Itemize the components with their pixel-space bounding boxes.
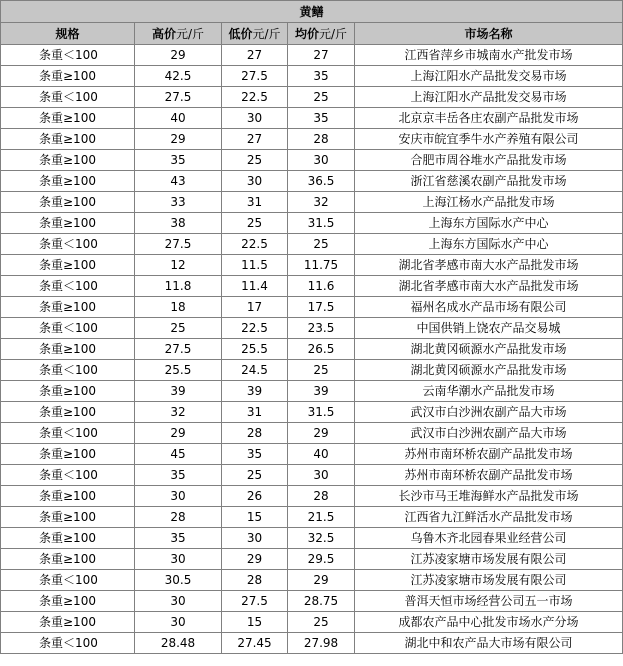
low-price-cell: 27.5: [222, 591, 288, 612]
table-row: [1, 45, 623, 66]
spec-cell: 条重＜100: [1, 423, 135, 444]
spec-cell: 条重＜100: [1, 318, 135, 339]
low-price-cell: 30: [222, 171, 288, 192]
avg-price-cell: 31.5: [288, 213, 355, 234]
market-name-cell: 福州名成水产品市场有限公司: [355, 297, 623, 318]
header-high-price: [135, 23, 222, 45]
market-name-cell: 成都农产品中心批发市场水产分场: [355, 612, 623, 633]
high-price-cell: 29: [135, 129, 222, 150]
table-body: [1, 45, 623, 654]
low-price-cell: 25: [222, 213, 288, 234]
market-name-cell: 武汉市白沙洲农副产品大市场: [355, 423, 623, 444]
avg-price-cell: 28: [288, 129, 355, 150]
high-price-cell: 25: [135, 318, 222, 339]
table-title-row: [1, 1, 623, 23]
market-name-cell: 江苏凌家塘市场发展有限公司: [355, 549, 623, 570]
spec-cell: 条重＜100: [1, 45, 135, 66]
high-price-cell: 43: [135, 171, 222, 192]
avg-price-cell: 25: [288, 234, 355, 255]
table-title: 黄鳝: [1, 1, 623, 23]
table-row: [1, 192, 623, 213]
avg-price-cell: 27.98: [288, 633, 355, 654]
high-price-cell: 32: [135, 402, 222, 423]
table-row: [1, 318, 623, 339]
low-price-cell: 26: [222, 486, 288, 507]
high-price-cell: 30: [135, 549, 222, 570]
market-name-cell: 合肥市周谷堆水产品批发市场: [355, 150, 623, 171]
spec-cell: 条重≥100: [1, 171, 135, 192]
table-row: [1, 549, 623, 570]
spec-cell: 条重≥100: [1, 150, 135, 171]
high-price-cell: 35: [135, 528, 222, 549]
high-price-cell: 45: [135, 444, 222, 465]
market-name-cell: 湖北省孝感市南大水产品批发市场: [355, 255, 623, 276]
market-name-cell: 苏州市南环桥农副产品批发市场: [355, 465, 623, 486]
low-price-cell: 17: [222, 297, 288, 318]
market-name-cell: 湖北黄冈硕源水产品批发市场: [355, 360, 623, 381]
avg-price-cell: 11.6: [288, 276, 355, 297]
high-price-cell: 28: [135, 507, 222, 528]
spec-cell: 条重＜100: [1, 276, 135, 297]
spec-cell: 条重≥100: [1, 108, 135, 129]
high-price-cell: 18: [135, 297, 222, 318]
low-price-cell: 25: [222, 150, 288, 171]
low-price-cell: 27.5: [222, 66, 288, 87]
header-low-label: 低价: [228, 26, 253, 41]
table-row: [1, 528, 623, 549]
spec-cell: 条重≥100: [1, 297, 135, 318]
spec-cell: 条重＜100: [1, 465, 135, 486]
table-header-row: [1, 23, 623, 45]
low-price-cell: 22.5: [222, 318, 288, 339]
low-price-cell: 31: [222, 402, 288, 423]
spec-cell: 条重≥100: [1, 381, 135, 402]
avg-price-cell: 28: [288, 486, 355, 507]
avg-price-cell: 30: [288, 465, 355, 486]
market-name-cell: 上海江杨水产品批发市场: [355, 192, 623, 213]
low-price-cell: 11.4: [222, 276, 288, 297]
high-price-cell: 40: [135, 108, 222, 129]
high-price-cell: 12: [135, 255, 222, 276]
avg-price-cell: 35: [288, 108, 355, 129]
spec-cell: 条重≥100: [1, 507, 135, 528]
header-spec: 规格: [1, 23, 135, 45]
spec-cell: 条重＜100: [1, 633, 135, 654]
high-price-cell: 27.5: [135, 87, 222, 108]
market-name-cell: 江西省萍乡市城南水产批发市场: [355, 45, 623, 66]
market-name-cell: 湖北中和农产品大市场有限公司: [355, 633, 623, 654]
spec-cell: 条重≥100: [1, 444, 135, 465]
spec-cell: 条重≥100: [1, 129, 135, 150]
low-price-cell: 28: [222, 423, 288, 444]
low-price-cell: 25: [222, 465, 288, 486]
avg-price-cell: 29: [288, 423, 355, 444]
avg-price-cell: 35: [288, 66, 355, 87]
header-avg-label: 均价: [294, 26, 319, 41]
table-row: [1, 108, 623, 129]
spec-cell: 条重≥100: [1, 528, 135, 549]
avg-price-cell: 32.5: [288, 528, 355, 549]
high-price-cell: 33: [135, 192, 222, 213]
spec-cell: 条重≥100: [1, 612, 135, 633]
low-price-cell: 30: [222, 108, 288, 129]
market-name-cell: 江西省九江鲜活水产品批发市场: [355, 507, 623, 528]
market-name-cell: 乌鲁木齐北园春果业经营公司: [355, 528, 623, 549]
high-price-cell: 30: [135, 591, 222, 612]
table-row: [1, 129, 623, 150]
table-row: [1, 150, 623, 171]
spec-cell: 条重≥100: [1, 549, 135, 570]
market-name-cell: 云南华潮水产品批发市场: [355, 381, 623, 402]
table-row: [1, 171, 623, 192]
low-price-cell: 35: [222, 444, 288, 465]
table-row: [1, 444, 623, 465]
low-price-cell: 15: [222, 507, 288, 528]
market-name-cell: 湖北省孝感市南大水产品批发市场: [355, 276, 623, 297]
market-name-cell: 武汉市白沙洲农副产品大市场: [355, 402, 623, 423]
spec-cell: 条重≥100: [1, 402, 135, 423]
high-price-cell: 30: [135, 612, 222, 633]
avg-price-cell: 29.5: [288, 549, 355, 570]
low-price-cell: 31: [222, 192, 288, 213]
table-row: [1, 423, 623, 444]
spec-cell: 条重≥100: [1, 213, 135, 234]
high-price-cell: 29: [135, 423, 222, 444]
avg-price-cell: 36.5: [288, 171, 355, 192]
high-price-cell: 35: [135, 150, 222, 171]
table-row: [1, 360, 623, 381]
avg-price-cell: 11.75: [288, 255, 355, 276]
avg-price-cell: 26.5: [288, 339, 355, 360]
high-price-cell: 30.5: [135, 570, 222, 591]
table-row: [1, 570, 623, 591]
low-price-cell: 27.45: [222, 633, 288, 654]
market-name-cell: 普洱天恒市场经营公司五一市场: [355, 591, 623, 612]
avg-price-cell: 32: [288, 192, 355, 213]
spec-cell: 条重≥100: [1, 255, 135, 276]
avg-price-cell: 25: [288, 87, 355, 108]
spec-cell: 条重≥100: [1, 591, 135, 612]
table-row: [1, 591, 623, 612]
low-price-cell: 15: [222, 612, 288, 633]
table-row: [1, 66, 623, 87]
market-name-cell: 浙江省慈溪农副产品批发市场: [355, 171, 623, 192]
table-row: [1, 213, 623, 234]
high-price-cell: 29: [135, 45, 222, 66]
high-price-cell: 38: [135, 213, 222, 234]
spec-cell: 条重≥100: [1, 66, 135, 87]
high-price-cell: 30: [135, 486, 222, 507]
low-price-cell: 27: [222, 45, 288, 66]
table-row: [1, 402, 623, 423]
table-row: [1, 87, 623, 108]
avg-price-cell: 31.5: [288, 402, 355, 423]
low-price-cell: 25.5: [222, 339, 288, 360]
market-name-cell: 上海东方国际水产中心: [355, 234, 623, 255]
avg-price-cell: 23.5: [288, 318, 355, 339]
spec-cell: 条重＜100: [1, 570, 135, 591]
high-price-cell: 35: [135, 465, 222, 486]
low-price-cell: 22.5: [222, 234, 288, 255]
avg-price-cell: 30: [288, 150, 355, 171]
header-high-label: 高价: [151, 26, 176, 41]
header-high-unit: 元/斤: [175, 26, 205, 41]
table-row: [1, 255, 623, 276]
low-price-cell: 22.5: [222, 87, 288, 108]
market-name-cell: 长沙市马王堆海鲜水产品批发市场: [355, 486, 623, 507]
market-name-cell: 苏州市南环桥农副产品批发市场: [355, 444, 623, 465]
avg-price-cell: 29: [288, 570, 355, 591]
low-price-cell: 39: [222, 381, 288, 402]
avg-price-cell: 17.5: [288, 297, 355, 318]
header-low-unit: 元/斤: [252, 26, 281, 41]
table-row: [1, 234, 623, 255]
header-market: 市场名称: [355, 23, 623, 45]
spec-cell: 条重≥100: [1, 486, 135, 507]
market-name-cell: 中国供销上饶农产品交易城: [355, 318, 623, 339]
market-name-cell: 上海江阳水产品批发交易市场: [355, 87, 623, 108]
table-row: [1, 507, 623, 528]
high-price-cell: 39: [135, 381, 222, 402]
low-price-cell: 11.5: [222, 255, 288, 276]
table-row: [1, 612, 623, 633]
avg-price-cell: 39: [288, 381, 355, 402]
market-name-cell: 上海江阳水产品批发交易市场: [355, 66, 623, 87]
table-row: [1, 381, 623, 402]
low-price-cell: 28: [222, 570, 288, 591]
low-price-cell: 29: [222, 549, 288, 570]
market-name-cell: 湖北黄冈硕源水产品批发市场: [355, 339, 623, 360]
table-row: [1, 297, 623, 318]
table-row: [1, 486, 623, 507]
avg-price-cell: 25: [288, 360, 355, 381]
table-row: [1, 276, 623, 297]
spec-cell: 条重≥100: [1, 192, 135, 213]
avg-price-cell: 28.75: [288, 591, 355, 612]
low-price-cell: 27: [222, 129, 288, 150]
avg-price-cell: 40: [288, 444, 355, 465]
high-price-cell: 28.48: [135, 633, 222, 654]
header-low-price: [222, 23, 288, 45]
table-row: [1, 465, 623, 486]
table-row: [1, 339, 623, 360]
low-price-cell: 30: [222, 528, 288, 549]
low-price-cell: 24.5: [222, 360, 288, 381]
header-avg-price: [288, 23, 355, 45]
market-name-cell: 安庆市皖宜季牛水产养殖有限公司: [355, 129, 623, 150]
market-name-cell: 江苏凌家塘市场发展有限公司: [355, 570, 623, 591]
high-price-cell: 11.8: [135, 276, 222, 297]
market-name-cell: 上海东方国际水产中心: [355, 213, 623, 234]
spec-cell: 条重＜100: [1, 87, 135, 108]
table-row: [1, 633, 623, 654]
avg-price-cell: 21.5: [288, 507, 355, 528]
high-price-cell: 42.5: [135, 66, 222, 87]
market-name-cell: 北京京丰岳各庄农副产品批发市场: [355, 108, 623, 129]
high-price-cell: 27.5: [135, 339, 222, 360]
spec-cell: 条重＜100: [1, 360, 135, 381]
avg-price-cell: 25: [288, 612, 355, 633]
spec-cell: 条重≥100: [1, 339, 135, 360]
header-avg-unit: 元/斤: [318, 26, 348, 41]
spec-cell: 条重＜100: [1, 234, 135, 255]
avg-price-cell: 27: [288, 45, 355, 66]
high-price-cell: 27.5: [135, 234, 222, 255]
high-price-cell: 25.5: [135, 360, 222, 381]
